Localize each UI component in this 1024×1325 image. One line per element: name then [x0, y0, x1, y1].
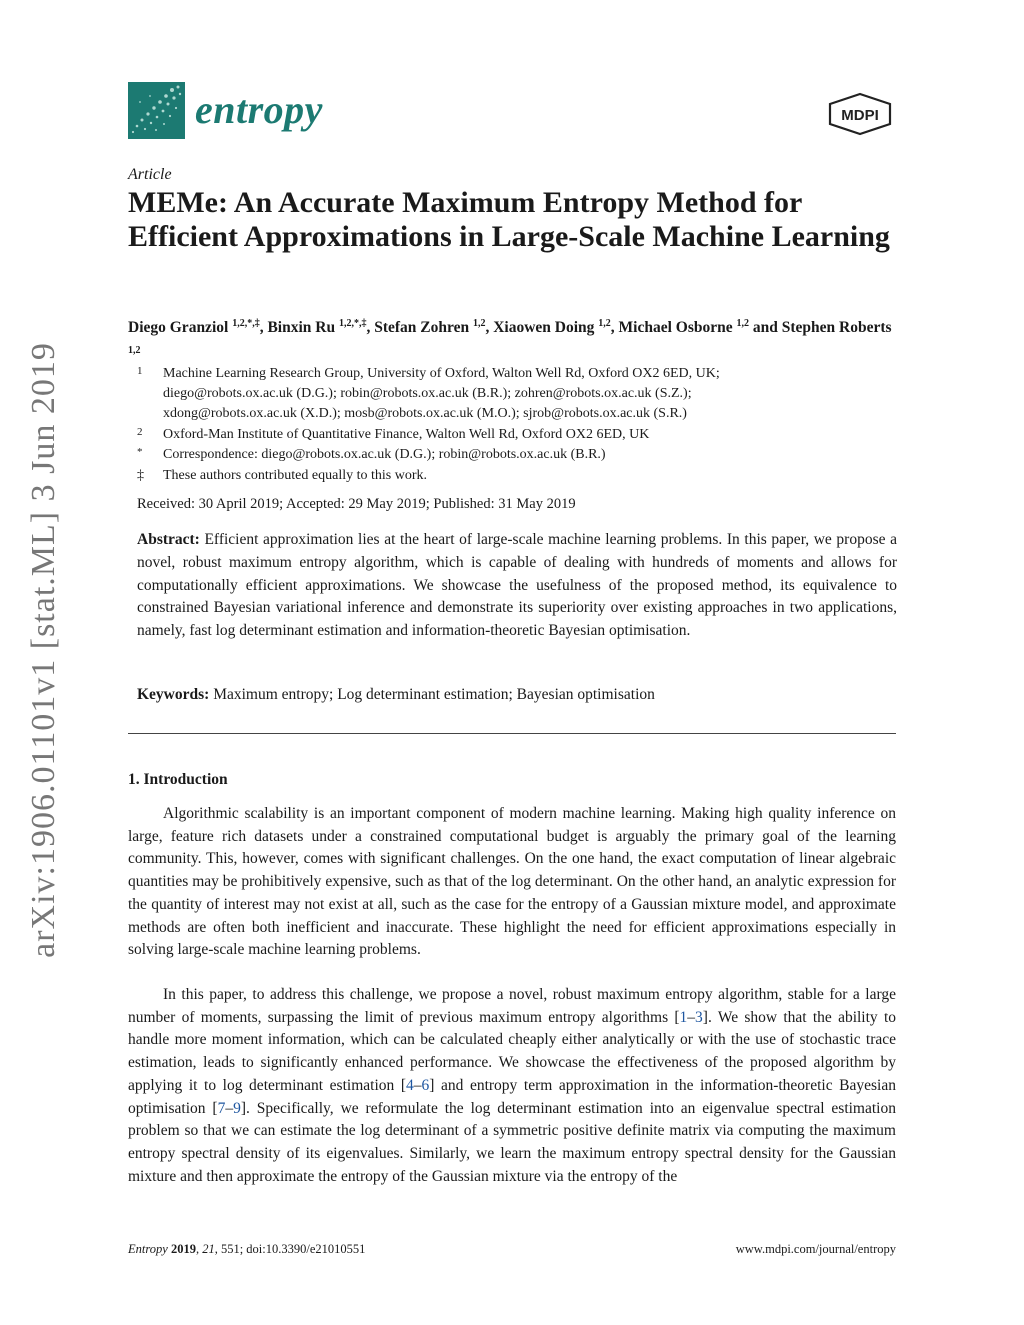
journal-name: entropy — [195, 87, 323, 132]
keywords-label: Keywords: — [137, 686, 210, 703]
article-type: Article — [128, 166, 172, 183]
citation-link[interactable]: 1 — [679, 1008, 688, 1026]
citation-link[interactable]: 9 — [233, 1099, 241, 1117]
author-name: Stephen Roberts — [781, 319, 892, 337]
author-affil-marks: 1,2 — [736, 318, 750, 329]
arxiv-stamp: arXiv:1906.01101v1 [stat.ML] 3 Jun 2019 — [25, 342, 62, 958]
author-name: Binxin Ru — [267, 319, 336, 337]
footer-journal-url[interactable]: www.mdpi.com/journal/entropy — [735, 1242, 896, 1256]
citation-link[interactable]: 7 — [217, 1099, 226, 1117]
citation-link[interactable]: 6 — [421, 1076, 430, 1094]
author-affil-marks: 1,2 — [128, 345, 141, 357]
keywords-text: Maximum entropy; Log determinant estimation; Bayesian optimisation — [213, 686, 655, 703]
author-affil-marks: 1,2,*,‡ — [232, 318, 260, 329]
journal-logo-icon — [128, 82, 185, 139]
author-name: Stefan Zohren — [374, 319, 470, 337]
publisher-name: MDPI — [841, 107, 879, 124]
publisher-logo-icon — [826, 92, 894, 136]
abstract-label: Abstract: — [137, 531, 200, 548]
publication-dates: Received: 30 April 2019; Accepted: 29 May 2019; Published: 31 May 2019 — [137, 496, 576, 512]
intro-paragraph-1: Algorithmic scalability is an important component of modern machine learning. Making high quality inference on large, feature rich datasets under a constrained computational budget is arguably the primary goal of the learning community. This, however, comes with significant challenges. On the one hand, the exact computation of linear algebraic quantities may be prohibitively expensive, such as that of the log determinant. On the other hand, an analytic expression for the quantity of interest may not exist at all, such as the case for the entropy of a Gaussian mixture model, and approximate methods are often both inefficient and inaccurate. These highlight the need for efficient approximations especially in solving large-scale machine learning problems. — [128, 805, 896, 959]
keywords — [137, 686, 655, 704]
footer-citation: Entropy 2019, 21, 551; doi:10.3390/e21010551 — [128, 1242, 366, 1256]
author-affil-marks: 1,2,*,‡ — [338, 318, 367, 329]
author-affil-marks: 1,2 — [598, 318, 611, 329]
section-heading: 1. Introduction — [128, 771, 228, 788]
intro-paragraph-2: In this paper, to address this challenge, we propose a novel, robust maximum entropy algorithm, stable for a large number of moments, surpassing the limit of previous maximum entropy algorithms [1–3]. We show that the ability to handle more moment information, which can be calculated cheaply either analytically or with the use of stochastic trace estimation, leads to significantly enhanced performance. We showcase the effectiveness of the proposed algorithm by applying it to log determinant estimation [4–6] and entropy term approximation in the information-theoretic Bayesian optimisation [7–9]. Specifically, we reformulate the log determinant estimation into an eigenvalue spectral estimation problem so that we can estimate the log determinant of a symmetric positive definite matrix via computing the maximum entropy spectral density of its eigenvalues. Similarly, we learn the maximum entropy spectral density for the Gaussian mixture and then approximate the entropy of the Gaussian mixture via the entropy of the — [128, 986, 896, 1185]
abstract-text: Efficient approximation lies at the heart of large-scale machine learning problems. In this paper, we propose a novel, robust maximum entropy algorithm, which is capable of dealing with hundreds of moments and allows for computationally efficient approximations. We showcase the usefulness of the proposed method, its equivalence to constrained Bayesian variational inference and demonstrate its superiority over existing approaches in two applications, namely, fast log determinant estimation and information-theoretic Bayesian optimisation. — [137, 531, 898, 640]
author-list: Diego Granziol $^{1,2,*,\ddagger}$, Binxin Ru $^{1,2,*,\ddagger}$, Stefan Zohren $^{1,2}$, Xiaowen Doing $^{1,2}$, Michael Osborne $^{1,2}$ and Stephen Roberts $^{1,2}$ — [128, 318, 892, 357]
citation-link[interactable]: 4 — [406, 1076, 414, 1094]
citation-link[interactable]: 3 — [695, 1008, 703, 1026]
author-name: Michael Osborne — [618, 319, 733, 337]
author-name: Xiaowen Doing — [493, 319, 595, 337]
section-divider — [128, 733, 896, 734]
paper-title: MEMe: An Accurate Maximum Entropy Method for Efficient Approximations in Large-Scale Machine Learning — [128, 186, 890, 253]
author-affil-marks: 1,2 — [472, 318, 486, 329]
author-name: Diego Granziol — [128, 319, 229, 337]
abstract — [137, 529, 897, 643]
